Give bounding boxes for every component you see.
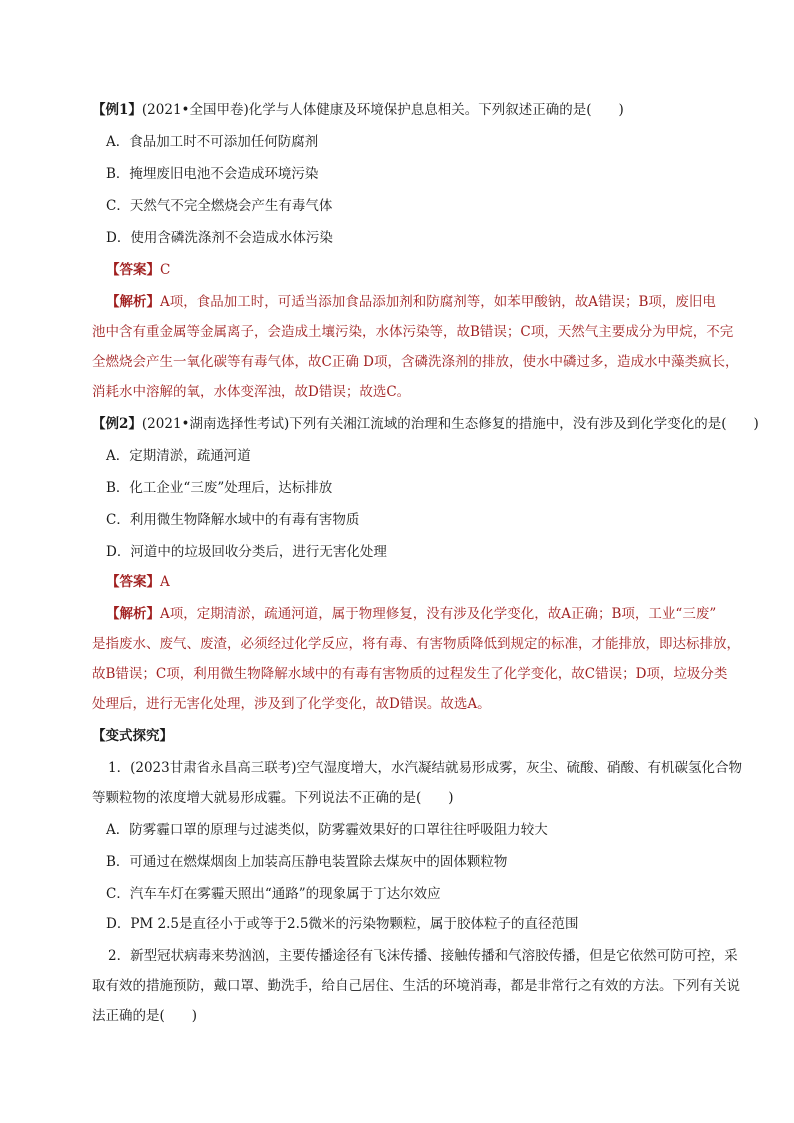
example2-tag: 【例2】 xyxy=(92,416,142,432)
example1-stem xyxy=(92,100,794,120)
example2-analysis-line-1 xyxy=(106,604,794,624)
variant-q2-line-2: 取有效的措施预防，戴口罩、勤洗手，给自己居住、生活的环境消毒，都是非常行之有效的方法。下列有关说 xyxy=(92,978,740,994)
variant-q1-option-b: B．可通过在燃煤烟囱上加装高压静电装置除去煤灰中的固体颗粒物 xyxy=(106,854,508,870)
example2-option-d: D．河道中的垃圾回收分类后，进行无害化处理 xyxy=(106,544,387,560)
example2-option-b: B．化工企业“三废”处理后，达标排放 xyxy=(106,480,333,496)
example1-option-b: B．掩埋废旧电池不会造成环境污染 xyxy=(106,166,319,182)
example2-analysis-line-3: 故B错误；C项，利用微生物降解水域中的有毒有害物质的过程发生了化学变化，故C错误；D项，垃圾分类 xyxy=(92,666,728,682)
variant-section-title: 【变式探究】 xyxy=(92,728,173,744)
example2-analysis-label: 【解析】 xyxy=(106,606,160,622)
example1-answer-label: 【答案】 xyxy=(106,262,160,278)
variant-q1-line-1: 1．(2023甘肃省永昌高三联考)空气湿度增大，水汽凝结就易形成雾，灰尘、硫酸、硝酸、有机碳氢化合物 xyxy=(108,760,742,776)
variant-q1-line-2: 等颗粒物的浓度增大就易形成霾。下列说法不正确的是( ) xyxy=(92,790,454,806)
example2-stem xyxy=(92,414,794,434)
example2-analysis-line-4: 处理后，进行无害化处理，涉及到了化学变化，故D错误。故选A。 xyxy=(92,696,491,712)
example2-option-a: A．定期清淤，疏通河道 xyxy=(106,448,251,464)
example2-answer-value: A xyxy=(160,574,170,590)
example1-option-a: A．食品加工时不可添加任何防腐剂 xyxy=(106,134,319,150)
example2-answer-label: 【答案】 xyxy=(106,574,160,590)
example1-option-c: C．天然气不完全燃烧会产生有毒气体 xyxy=(106,198,333,214)
variant-q2-line-1: 2．新型冠状病毒来势汹汹，主要传播途径有飞沫传播、接触传播和气溶胶传播，但是它依然可防可控，采 xyxy=(108,948,738,964)
example1-option-d: D．使用含磷洗涤剂不会造成水体污染 xyxy=(106,230,333,246)
example2-analysis-line-2: 是指废水、废气、废渣，必须经过化学反应，将有毒、有害物质降低到规定的标准，才能排放，即达标排放， xyxy=(92,636,740,652)
example1-answer-value: C xyxy=(160,262,171,278)
example1-answer xyxy=(106,260,794,280)
example1-tag: 【例1】 xyxy=(92,102,142,118)
variant-q2-line-3: 法正确的是( ) xyxy=(92,1008,198,1024)
example1-analysis-line-4: 消耗水中溶解的氧，水体变浑浊，故D错误；故选C。 xyxy=(92,384,411,400)
example1-analysis-line-3: 全燃烧会产生一氧化碳等有毒气体，故C正确 D项，含磷洗涤剂的排放，使水中磷过多，造成水中藻类疯长， xyxy=(92,354,739,370)
example1-analysis-line-2: 池中含有重金属等金属离子，会造成土壤污染，水体污染等，故B错误；C项，天然气主要成分为甲烷，不完 xyxy=(92,324,734,340)
example1-stem-text: (2021•全国甲卷)化学与人体健康及环境保护息息相关。下列叙述正确的是( ) xyxy=(141,102,624,118)
example1-analysis-label: 【解析】 xyxy=(106,294,160,310)
example2-stem-text: (2021•湖南选择性考试)下列有关湘江流域的治理和生态修复的措施中，没有涉及到化学变化的是( ) xyxy=(141,416,759,432)
example2-answer xyxy=(106,572,794,592)
example1-analysis-text-1: A项，食品加工时，可适当添加食品添加剂和防腐剂等，如苯甲酸钠，故A错误；B项，废旧电 xyxy=(160,294,716,310)
variant-q1-option-c: C．汽车车灯在雾霾天照出“通路”的现象属于丁达尔效应 xyxy=(106,886,441,902)
example2-option-c: C．利用微生物降解水域中的有毒有害物质 xyxy=(106,512,360,528)
variant-q1-option-a: A．防雾霾口罩的原理与过滤类似，防雾霾效果好的口罩往往呼吸阻力较大 xyxy=(106,822,548,838)
example2-analysis-text-1: A项，定期清淤，疏通河道，属于物理修复，没有涉及化学变化，故A正确；B项，工业“三废” xyxy=(160,606,717,622)
variant-q1-option-d: D．PM 2.5是直径小于或等于2.5微米的污染物颗粒，属于胶体粒子的直径范围 xyxy=(106,916,579,932)
example1-analysis-line-1 xyxy=(106,292,794,312)
